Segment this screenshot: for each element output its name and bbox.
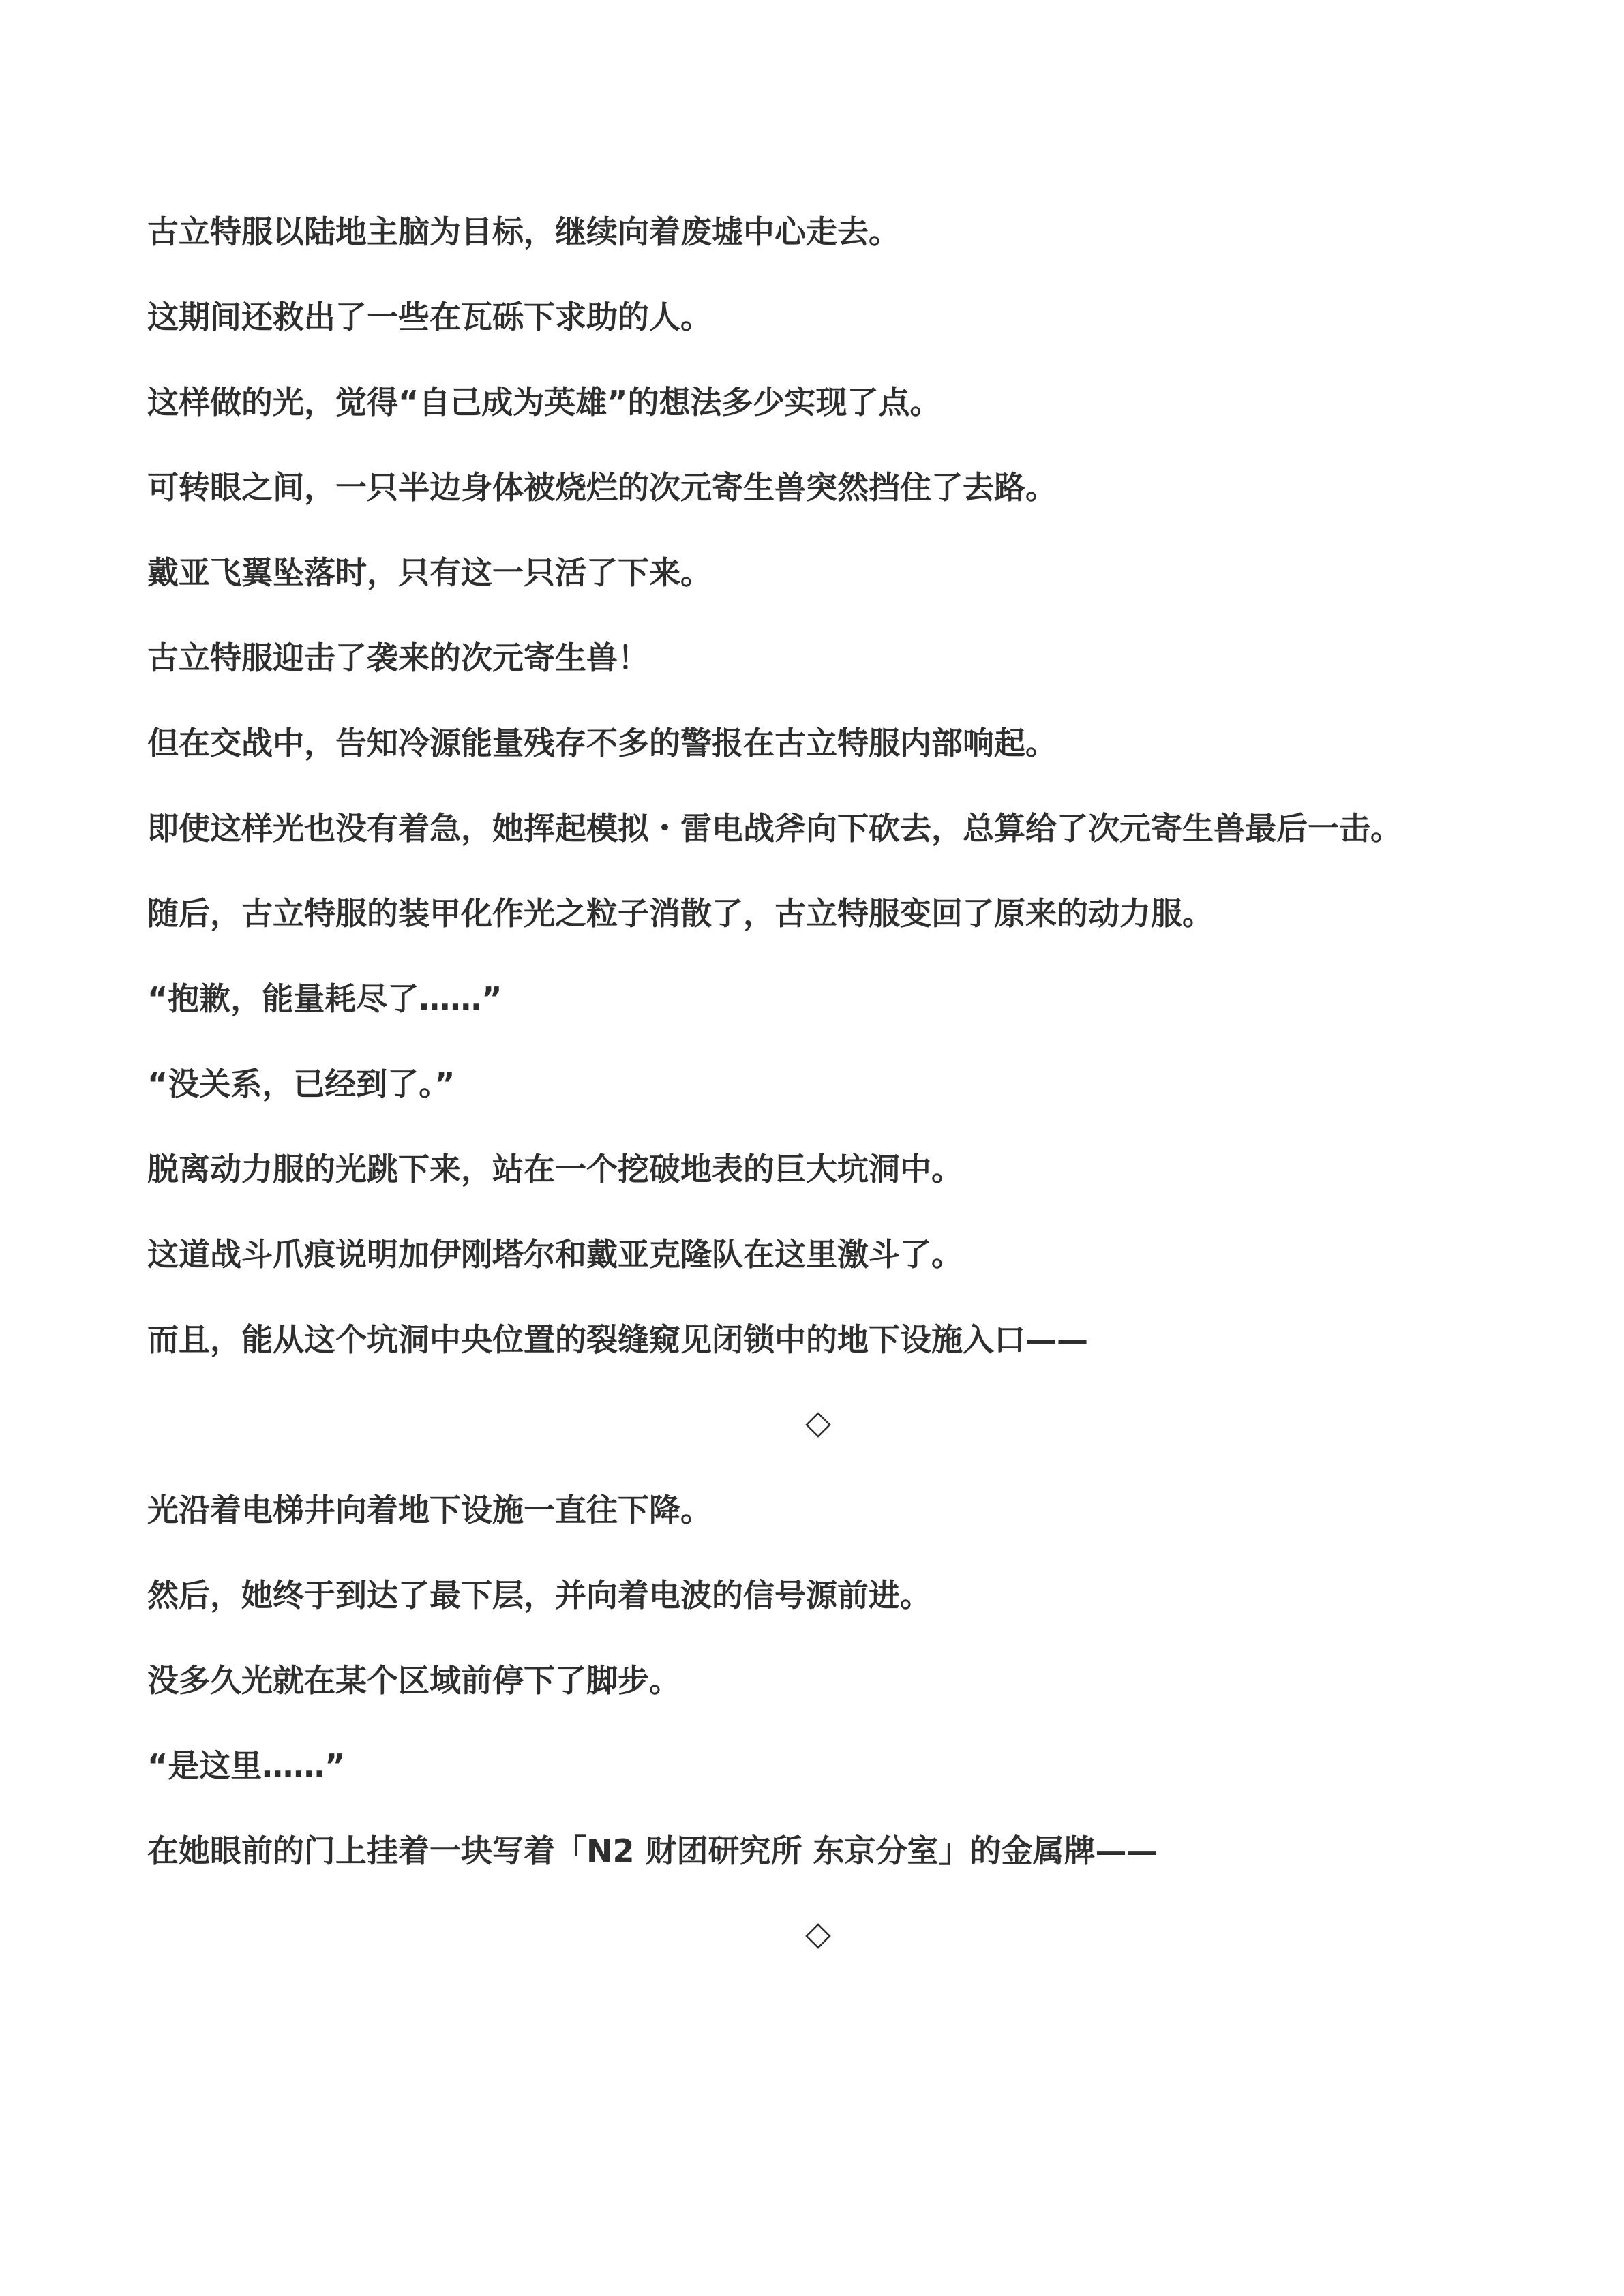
paragraph: 这道战斗爪痕说明加伊刚塔尔和戴亚克隆队在这里激斗了。 <box>147 1236 963 1273</box>
paragraph: 没多久光就在某个区域前停下了脚步。 <box>147 1662 680 1699</box>
dialogue-line: “是这里……” <box>147 1747 346 1784</box>
paragraph: 脱离动力服的光跳下来，站在一个挖破地表的巨大坑洞中。 <box>147 1151 963 1188</box>
section-separator <box>147 1406 1511 1444</box>
paragraph: 这样做的光，觉得“自己成为英雄”的想法多少实现了点。 <box>147 384 942 421</box>
dialogue-line: “没关系，已经到了。” <box>147 1066 455 1102</box>
paragraph: 古立特服迎击了袭来的次元寄生兽！ <box>147 639 649 676</box>
diamond-outline-icon <box>805 1411 832 1438</box>
section-separator <box>147 1917 1511 1955</box>
paragraph: 随后，古立特服的装甲化作光之粒子消散了，古立特服变回了原来的动力服。 <box>147 895 1214 932</box>
diamond-outline-icon <box>805 1922 832 1950</box>
paragraph: 光沿着电梯井向着地下设施一直往下降。 <box>147 1492 712 1528</box>
paragraph: 这期间还救出了一些在瓦砾下求助的人。 <box>147 299 712 335</box>
paragraph: 即使这样光也没有着急，她挥起模拟・雷电战斧向下砍去，总算给了次元寄生兽最后一击。 <box>147 810 1402 847</box>
paragraph: 而且，能从这个坑洞中央位置的裂缝窥见闭锁中的地下设施入口—— <box>147 1321 1088 1358</box>
paragraph: 可转眼之间，一只半边身体被烧烂的次元寄生兽突然挡住了去路。 <box>147 469 1057 506</box>
document-body <box>147 213 1511 2002</box>
paragraph: 然后，她终于到达了最下层，并向着电波的信号源前进。 <box>147 1577 931 1614</box>
paragraph: 戴亚飞翼坠落时，只有这一只活了下来。 <box>147 554 712 591</box>
paragraph: 古立特服以陆地主脑为目标，继续向着废墟中心走去。 <box>147 213 900 250</box>
paragraph: 在她眼前的门上挂着一块写着「N2 财团研究所 东京分室」的金属牌—— <box>147 1832 1158 1869</box>
paragraph: 但在交战中，告知冷源能量残存不多的警报在古立特服内部响起。 <box>147 725 1057 761</box>
dialogue-line: “抱歉，能量耗尽了……” <box>147 980 502 1017</box>
